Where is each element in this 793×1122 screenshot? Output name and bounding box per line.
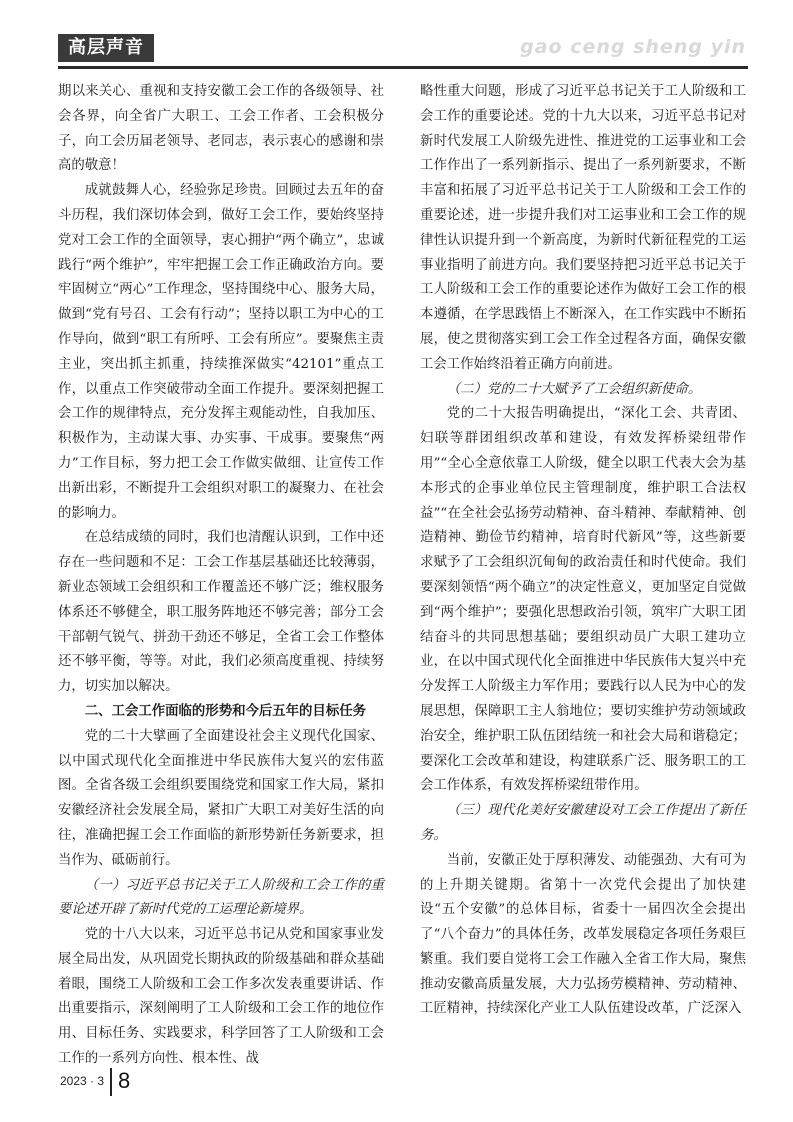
paragraph: 在总结成绩的同时，我们也清醒认识到，工作中还存在一些问题和不足：工会工作基层基础还比较薄弱，新业态领域工会组织和工作覆盖还不够广泛；维权服务体系还不够健全，职工服务阵地还不够完善；部分工会干部朝气锐气、拼劲干劲还不够足，全省工会工作整体还不够平衡，等等。对此，我们必须高度重视、持续努力，切实加以解决。	[58, 530, 384, 695]
page-number: 8	[118, 1068, 131, 1093]
section-heading: 二、工会工作面临的形势和今后五年的目标任务	[84, 703, 366, 719]
issue-date: 2023 · 3	[60, 1074, 105, 1088]
right-column	[420, 80, 746, 1022]
left-column	[58, 80, 384, 1072]
paragraph: 党的二十大报告明确提出，“深化工会、共青团、妇联等群团组织改革和建设，有效发挥桥梁纽带作用”“全心全意依靠工人阶级，健全以职工代表大会为基本形式的企事业单位民主管理制度，维护职工合法权益”“在全社会弘扬劳动精神、奋斗精神、奉献精神、创造精神、勤俭节约精神，培育时代新风”等，这些新要求赋予了工会组织沉甸甸的政治责任和时代使命。我们要深刻领悟“两个确立”的决定性意义，更加坚定自觉做到“两个维护”；要强化思想政治引领，筑牢广大职工团结奋斗的共同思想基础；要组织动员广大职工建功立业，在以中国式现代化全面推进中华民族伟大复兴中充分发挥工人阶级主力军作用；要践行以人民为中心的发展思想，保障职工主人翁地位；要切实维护劳动领域政治安全，维护职工队伍团结统一和社会大局和谐稳定；要深化工会改革和建设，构建联系广泛、服务职工的工会工作体系，有效发挥桥梁纽带作用。	[420, 406, 746, 794]
column-title: 高层声音	[58, 34, 154, 62]
paragraph: 成就鼓舞人心，经验弥足珍贵。回顾过去五年的奋斗历程，我们深切体会到，做好工会工作，要始终坚持党对工会工作的全面领导，衷心拥护“两个确立”，忠诚践行“两个维护”，牢牢把握工会工作正确政治方向。要牢固树立“两心”工作理念，坚持围绕中心、服务大局，做到“党有号召、工会有行动”；坚持以职工为中心的工作导向，做到“职工有所呼、工会有所应”。要聚焦主责主业，突出抓主抓重，持续推深做实“42101”重点工作，以重点工作突破带动全面工作提升。要深刻把握工会工作的规律特点，充分发挥主观能动性，自我加压、积极作为，主动谋大事、办实事、干成事。要聚焦“两力”工作目标，努力把工会工作做实做细、让宣传工作出新出彩，不断提升工会组织对职工的凝聚力、在社会的影响力。	[58, 183, 384, 521]
subsection-heading: （一）习近平总书记关于工人阶级和工会工作的重要论述开辟了新时代党的工运理论新境界。	[58, 877, 384, 918]
footer-divider	[110, 1068, 112, 1096]
paragraph: 党的二十大擘画了全面建设社会主义现代化国家、以中国式现代化全面推进中华民族伟大复兴的宏伟蓝图。全省各级工会组织要围绕党和国家工作大局，紧扣安徽经济社会发展全局，紧扣广大职工对美好生活的向往，准确把握工会工作面临的新形势新任务新要求，担当作为、砥砺前行。	[58, 728, 384, 868]
paragraph: 当前，安徽正处于厚积薄发、动能强劲、大有可为的上升期关键期。省第十一次党代会提出了加快建设“五个安徽”的总体目标，省委十一届四次全会提出了“八个奋力”的具体任务，改革发展稳定各项任务艰巨繁重。我们要自觉将工会工作融入全省工作大局，聚焦推动安徽高质量发展，大力弘扬劳模精神、劳动精神、工匠精神，持续深化产业工人队伍建设改革，广泛深入	[420, 852, 746, 1017]
subsection-heading: （三）现代化美好安徽建设对工会工作提出了新任务。	[420, 803, 746, 843]
paragraph: 略性重大问题，形成了习近平总书记关于工人阶级和工会工作的重要论述。党的十九大以来，习近平总书记对新时代发展工人阶级先进性、推进党的工运事业和工会工作作出了一系列新指示、提出了一系列新要求，不断丰富和拓展了习近平总书记关于工人阶级和工会工作的重要论述，进一步提升我们对工运事业和工会工作的规律性认识提升到一个新高度，为新时代新征程党的工运事业指明了前进方向。我们要坚持把习近平总书记关于工人阶级和工会工作的重要论述作为做好工会工作的根本遵循，在学思践悟上不断深入，在工作实践中不断拓展，使之贯彻落实到工会工作全过程各方面，确保安徽工会工作始终沿着正确方向前进。	[420, 84, 746, 372]
paragraph: 党的十八大以来，习近平总书记从党和国家事业发展全局出发，从巩固党长期执政的阶级基础和群众基础着眼，围绕工人阶级和工会工作多次发表重要讲话、作出重要指示，深刻阐明了工人阶级和工会工作的地位作用、目标任务、实践要求，科学回答了工人阶级和工会工作的一系列方向性、根本性、战	[58, 927, 384, 1067]
subsection-heading: （二）党的二十大赋予了工会组织新使命。	[446, 381, 702, 397]
column-title-pinyin: gao ceng sheng yin	[520, 36, 746, 58]
page-header	[58, 34, 748, 69]
paragraph: 期以来关心、重视和支持安徽工会工作的各级领导、社会各界，向全省广大职工、工会工作者、工会积极分子，向工会历届老领导、老同志，表示衷心的感谢和崇高的敬意！	[58, 84, 384, 174]
